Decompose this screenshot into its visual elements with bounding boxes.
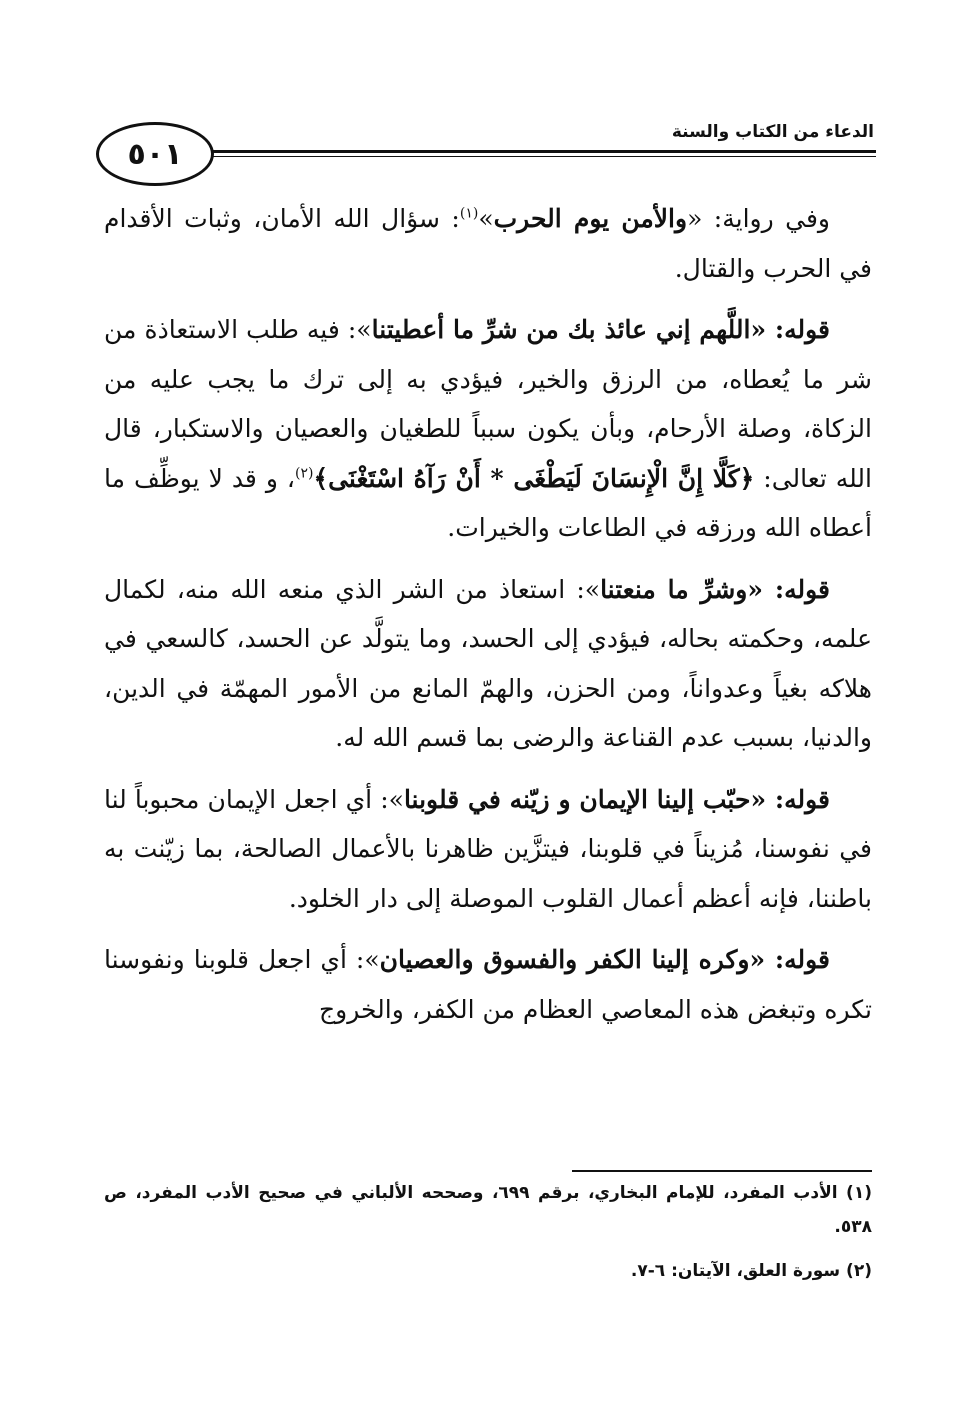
paragraph-4 [104,775,872,924]
header-rule-thin [196,156,876,157]
paragraph-2 [104,305,872,553]
text-segment: قوله: « [750,784,831,814]
text-segment: قوله: « [747,574,830,604]
quoted-phrase: والأمن يوم الحرب [493,204,688,233]
paragraph-1 [104,194,872,293]
footnote-2: (٢) سورة العلق، الآيتان: ٦-٧. [630,1261,872,1281]
paragraph-5 [104,935,872,1034]
text-segment: : سؤال الله الأمان، وثبات الأقدام في الحرب والقتال. [104,204,872,283]
footnote-ref-2: (٢) [294,465,314,482]
paragraph-3 [104,565,872,763]
footnotes [104,1176,872,1298]
quoted-phrase: حبّب إلينا الإيمان و زيّنه في قلوبنا [403,784,751,814]
quoted-phrase: وشرِّ ما منعتنا [600,574,748,604]
text-segment: وفي رواية: « [687,204,830,233]
page-header [96,118,876,198]
text-segment: »: استعاذ من الشر الذي منعه الله منه، لكمال علمه، وحكمته بحاله، فيؤدي إلى الحسد، وما يتولَّد عن الحسد، كالسعي في هلاكه بغياً وعدواناً، ومن الحزن، والهمّ المانع من الأمور المهمّة في الدين، والدنيا، بسبب عدم القناعة والرضى بما قسم الله له. [104,574,872,752]
quoted-phrase: اللَّهم إني عائذ بك من شرِّ ما أعطيتنا [371,315,751,344]
text-segment: قوله: « [749,945,830,974]
footnote-ref-1: (١) [459,205,479,222]
main-text [104,194,872,1046]
page-number: ٥٠١ [96,122,214,186]
footnote-1: (١) الأدب المفرد، للإمام البخاري، برقم ٦٩٩، وصححه الألباني في صحيح الأدب المفرد، ص ٥٣٨. [104,1183,872,1237]
text-segment: »: أي اجعل قلوبنا ونفوسنا تكره وتبغض هذه المعاصي العظام من الكفر، والخروج [104,945,872,1024]
quoted-phrase: وكره إلينا الكفر والفسوق والعصيان [379,945,750,974]
header-rule-thick [196,150,876,153]
footnote-separator [572,1170,872,1172]
running-title: الدعاء من الكتاب والسنة [666,122,874,142]
text-segment: » [478,204,494,233]
text-segment: ، و قد لا يوظِّف ما أعطاه الله ورزقه في الطاعات والخيرات. [104,463,872,542]
quran-verse: ﴿كَلَّا إِنَّ الْإِنسَانَ لَيَطْغَى * أَنْ رَآهُ اسْتَغْنَى﴾ [313,463,755,493]
text-segment: »: أي اجعل الإيمان محبوباً لنا في نفوسنا، مُزيناً في قلوبنا، فيتزَّين ظاهرنا بالأعمال الصالحة، بما زيّنت به باطننا، فإنه أعظم أعمال القلوب الموصلة إلى دار الخلود. [104,784,872,913]
text-segment: »: فيه طلب الاستعاذة من شر ما يُعطاه، من الرزق والخير، فيؤدي به إلى ترك ما يجب عليه من الزكاة، وصلة الأرحام، وبأن يكون سبباً للطغيان والعصيان والاستكبار، قال الله تعالى: [104,315,872,493]
text-segment: قوله: « [750,315,830,344]
